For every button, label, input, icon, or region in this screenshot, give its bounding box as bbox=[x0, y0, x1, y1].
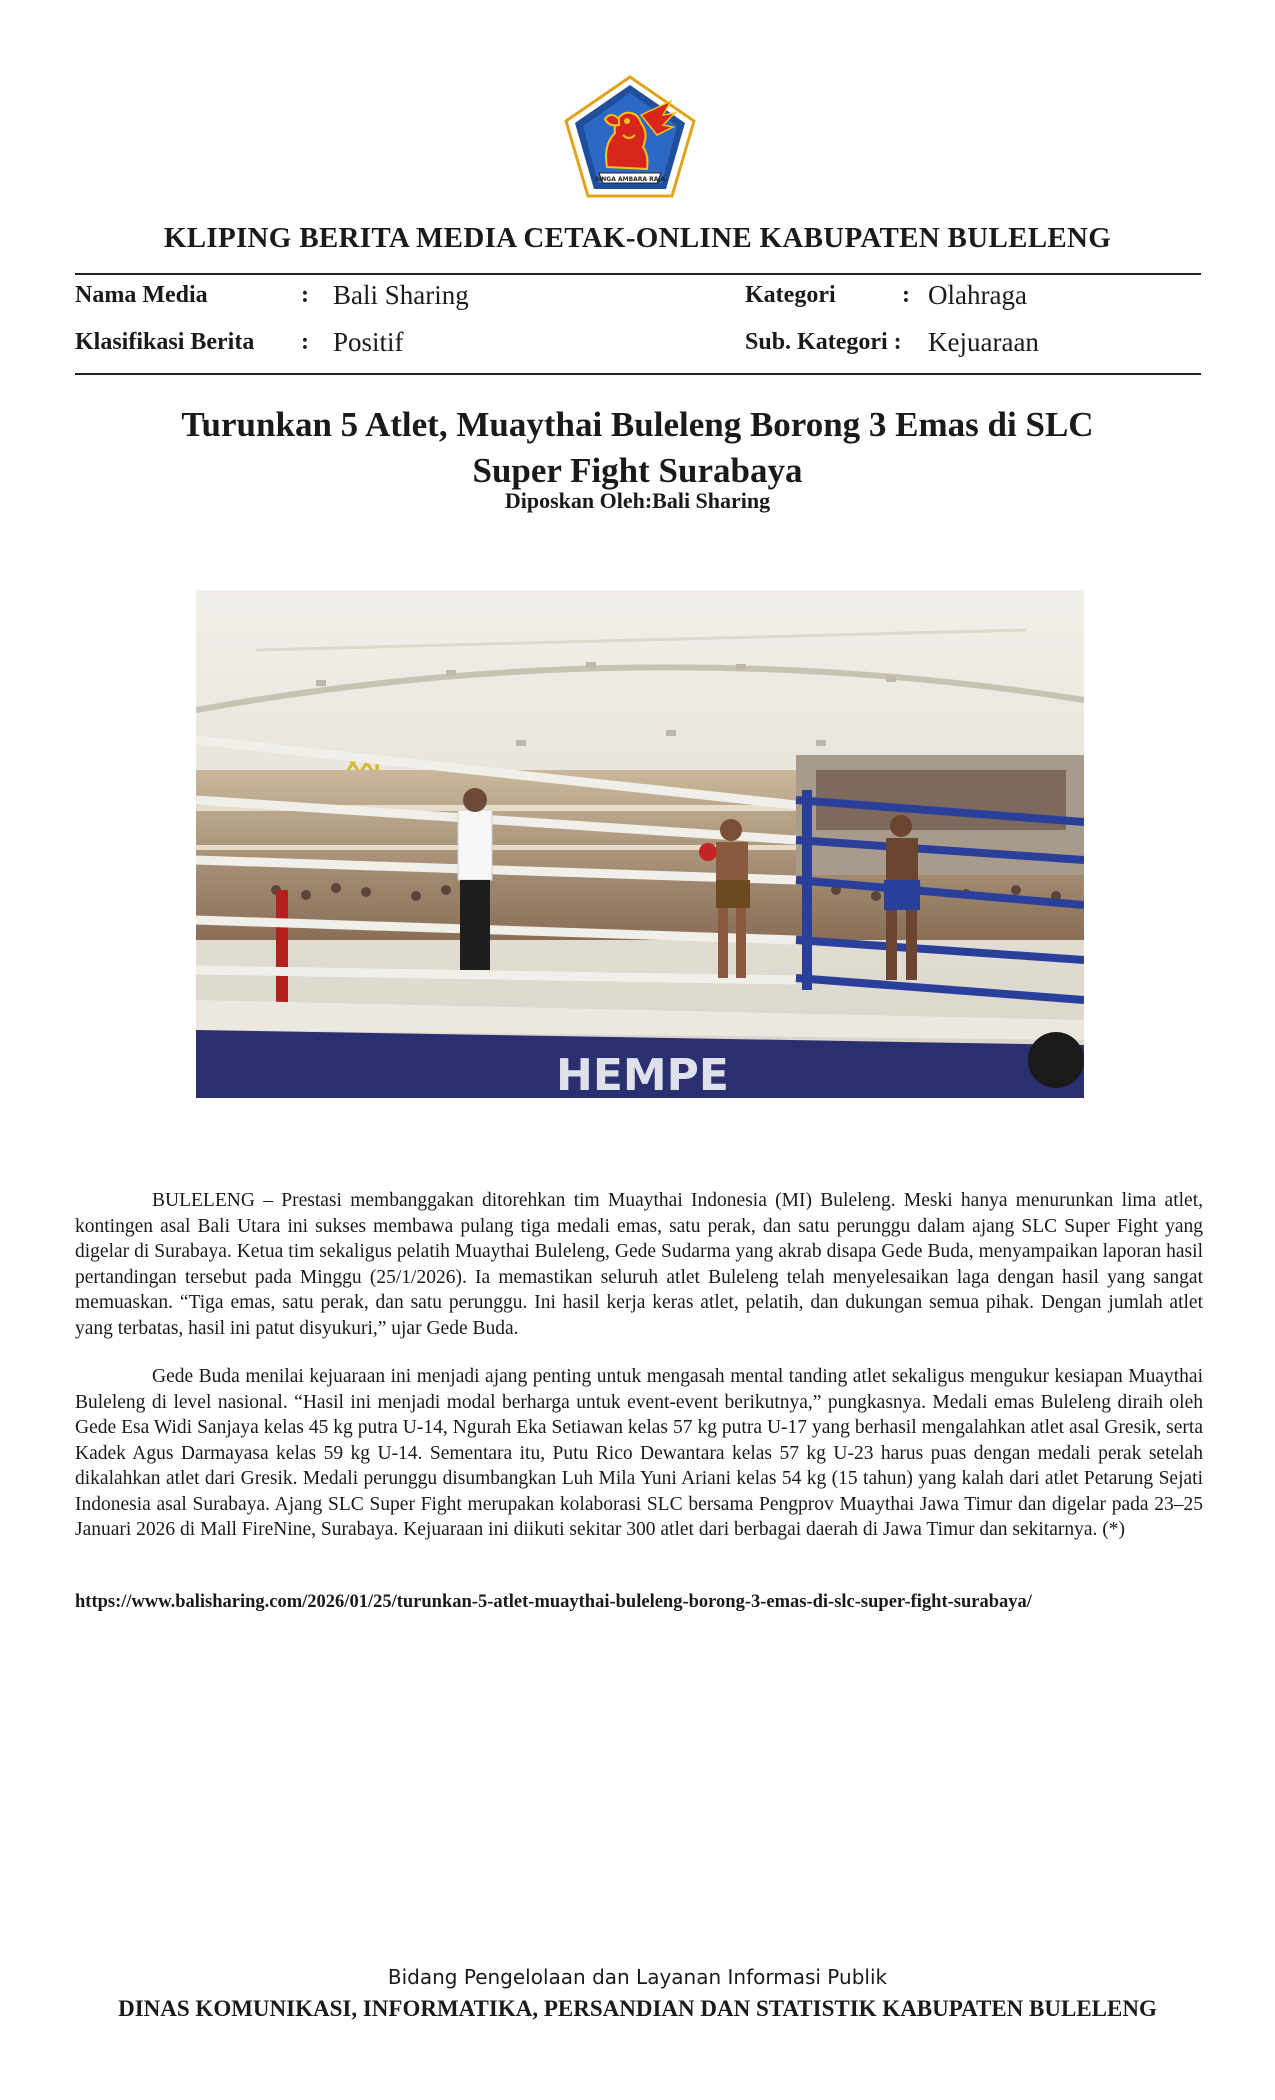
klasifikasi-colon: : bbox=[301, 329, 309, 355]
source-url-link[interactable]: https://www.balisharing.com/2026/01/25/turunkan-5-atlet-muaythai-buleleng-borong-3-emas-di-slc-super-fight-surabaya/ bbox=[75, 1592, 1032, 1612]
header-divider-bottom bbox=[75, 373, 1201, 375]
header-divider-top bbox=[75, 273, 1201, 275]
media-label: Nama Media bbox=[75, 282, 208, 308]
footer-agency: DINAS KOMUNIKASI, INFORMATIKA, PERSANDIAN DAN STATISTIK KABUPATEN BULELENG bbox=[118, 1996, 1157, 2021]
kategori-label: Kategori bbox=[745, 282, 836, 308]
article-title-line2: Super Fight Surabaya bbox=[472, 451, 803, 490]
klasifikasi-value: Positif bbox=[333, 327, 404, 357]
svg-text:HEMPE: HEMPE bbox=[556, 1050, 729, 1098]
article-title bbox=[150, 402, 1125, 494]
svg-text:XXI: XXI bbox=[346, 754, 381, 775]
kategori-value: Olahraga bbox=[928, 280, 1027, 310]
subkategori-value: Kejuaraan bbox=[928, 327, 1039, 357]
logo-banner-text: SINGA AMBARA RAJA bbox=[594, 176, 666, 183]
article-photo bbox=[196, 590, 1084, 1098]
paragraph-text: Gede Buda menilai kejuaraan ini menjadi ajang penting untuk mengasah mental tanding atlet sekaligus mengukur kesiapan Muaythai Buleleng di level nasional. “Hasil ini menjadi modal berharga untuk event-event berikutnya,” pungkasnya. Medali emas Buleleng diraih oleh Gede Esa Widi Sanjaya kelas 45 kg putra U-14, Ngurah Eka Setiawan kelas 57 kg putra U-17 yang berhasil mengalahkan atlet asal Gresik, serta Kadek Agus Darmayasa kelas 59 kg U-14. Sementara itu, Putu Rico Dewantara kelas 57 kg U-23 harus puas dengan medali perak setelah dikalahkan atlet dari Gresik. Medali perunggu disumbangkan Luh Mila Yuni Ariani kelas 54 kg (15 tahun) yang kalah dari atlet Petarung Sejati Indonesia asal Surabaya. Ajang SLC Super Fight merupakan kolaborasi SLC bersama Pengprov Muaythai Jawa Timur dan digelar pada 23–25 Januari 2026 di Mall FireNine, Surabaya. Kejuaraan ini diikuti sekitar 300 atlet dari berbagai daerah di Jawa Timur dan sekitarnya. (*) bbox=[75, 1366, 1203, 1540]
lion-crest-icon bbox=[563, 75, 697, 200]
klasifikasi-label: Klasifikasi Berita bbox=[75, 329, 255, 355]
muaythai-ring-photo bbox=[196, 590, 1084, 1098]
article-paragraph-1 bbox=[75, 1188, 1203, 1341]
article-byline: Diposkan Oleh:Bali Sharing bbox=[504, 488, 771, 513]
regency-logo bbox=[563, 75, 697, 200]
page-header-title: KLIPING BERITA MEDIA CETAK-ONLINE KABUPATEN BULELENG bbox=[163, 222, 1112, 254]
media-value: Bali Sharing bbox=[333, 280, 469, 310]
paragraph-text: BULELENG – Prestasi membanggakan ditorehkan tim Muaythai Indonesia (MI) Buleleng. Meski hanya menurunkan lima atlet, kontingen asal Bali Utara ini sukses membawa pulang tiga medali emas, satu perak, dan satu perunggu dalam ajang SLC Super Fight yang digelar di Surabaya. Ketua tim sekaligus pelatih Muaythai Buleleng, Gede Sudarma yang akrab disapa Gede Buda, menyampaikan laporan hasil pertandingan tersebut pada Minggu (25/1/2026). Ia memastikan seluruh atlet Buleleng telah menyelesaikan laga dengan hasil yang sangat memuaskan. “Tiga emas, satu perak, dan satu perunggu. Ini hasil kerja keras atlet, pelatih, dan dukungan semua pihak. Dengan jumlah atlet yang terbatas, hasil ini patut disyukuri,” ujar Gede Buda. bbox=[75, 1190, 1203, 1339]
kategori-colon: : bbox=[902, 282, 910, 308]
media-colon: : bbox=[301, 282, 309, 308]
article-title-line1: Turunkan 5 Atlet, Muaythai Buleleng Borong 3 Emas di SLC bbox=[181, 405, 1094, 444]
subkategori-label: Sub. Kategori : bbox=[745, 329, 902, 355]
article-paragraph-2 bbox=[75, 1364, 1203, 1543]
footer-division: Bidang Pengelolaan dan Layanan Informasi Publik bbox=[387, 1965, 888, 1989]
